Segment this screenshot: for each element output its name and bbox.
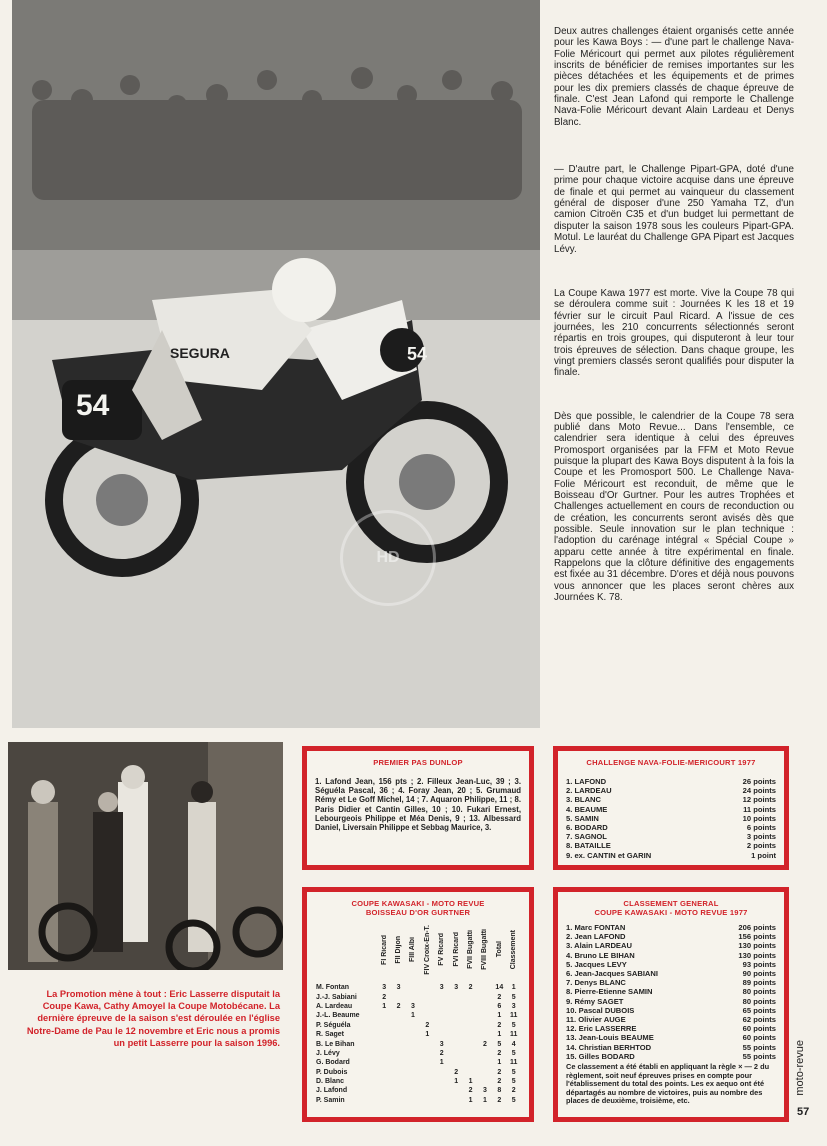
table-cell <box>478 983 492 992</box>
magazine-name <box>794 1040 814 1100</box>
boisseau-title-line1: COUPE KAWASAKI - MOTO REVUE <box>351 899 485 908</box>
table-cell <box>435 1002 449 1011</box>
column-header-label: FIII Albi <box>409 936 417 963</box>
table-cell <box>406 1068 420 1077</box>
table-cell <box>377 1049 391 1058</box>
column-header-label: FIV Croix-En-T. <box>423 924 431 975</box>
list-item <box>566 923 776 932</box>
table-cell <box>463 992 477 1001</box>
list-item <box>566 997 776 1006</box>
table-cell <box>478 1058 492 1067</box>
list-item <box>566 969 776 978</box>
points-value: 2 points <box>746 841 776 851</box>
column-header-label: FII Dijon <box>395 935 403 964</box>
table-cell: 2 <box>497 1068 502 1076</box>
table-cell: 3 <box>454 984 459 992</box>
table-cell <box>463 1058 477 1067</box>
points-value: 1 point <box>751 850 776 860</box>
table-cell: 5 <box>511 1078 516 1086</box>
table-cell: 14 <box>495 984 504 992</box>
table-row <box>315 992 521 1001</box>
table-cell <box>391 1096 405 1105</box>
table-cell: 5 <box>511 1049 516 1057</box>
competitor-name: 3. BLANC <box>566 795 602 805</box>
competitor-name: 8. Pierre-Etienne SAMIN <box>566 987 653 997</box>
table-cell <box>435 1021 449 1030</box>
list-item <box>566 851 776 860</box>
competitor-name: M. Fontan <box>316 984 350 992</box>
table-cell <box>391 1086 405 1095</box>
classement-list <box>566 923 776 1061</box>
table-cell <box>449 1096 463 1105</box>
table-cell <box>420 1077 434 1086</box>
list-item <box>566 978 776 987</box>
table-cell: 11 <box>510 1059 518 1067</box>
table-cell <box>406 1077 420 1086</box>
table-cell <box>449 1039 463 1048</box>
table-cell <box>391 1030 405 1039</box>
table-cell <box>449 1058 463 1067</box>
table-cell <box>449 1049 463 1058</box>
competitor-name: 9. Rémy SAGET <box>566 996 624 1006</box>
table-cell: 5 <box>511 993 516 1001</box>
table-cell <box>420 983 434 992</box>
table-cell: 2 <box>497 1078 502 1086</box>
table-cell: 2 <box>482 1040 487 1048</box>
table-cell: 1 <box>497 1031 502 1039</box>
table-cell <box>463 1011 477 1020</box>
column-header <box>406 919 420 983</box>
table-row <box>315 1077 521 1086</box>
list-item <box>566 786 776 795</box>
list-item <box>566 960 776 969</box>
column-header-label: FVII Bugatti <box>467 930 475 969</box>
table-cell <box>478 1077 492 1086</box>
list-item <box>566 951 776 960</box>
table-cell <box>391 1011 405 1020</box>
points-value: 6 points <box>746 823 776 833</box>
competitor-name: 4. Bruno LE BIHAN <box>566 950 635 960</box>
column-header <box>507 919 521 983</box>
table-cell: 2 <box>468 1087 473 1095</box>
table-cell <box>391 1068 405 1077</box>
points-value: 130 points <box>738 941 776 951</box>
table-cell: 2 <box>497 1049 502 1057</box>
table-cell: 11 <box>510 1012 518 1020</box>
table-cell <box>463 1002 477 1011</box>
competitor-name: 3. Alain LARDEAU <box>566 941 632 951</box>
competitor-name: 7. SAGNOL <box>566 832 607 842</box>
table-cell <box>435 1086 449 1095</box>
premier-pas-title: PREMIER PAS DUNLOP <box>373 758 463 767</box>
list-item <box>566 1043 776 1052</box>
column-header-label: FI Ricard <box>380 934 388 965</box>
magazine-name-text: moto-revue <box>794 1040 806 1096</box>
table-row <box>315 1096 521 1105</box>
competitor-name: 4. BEAUME <box>566 804 608 814</box>
table-cell <box>463 1049 477 1058</box>
list-item <box>566 1052 776 1061</box>
page-number: 57 <box>797 1106 810 1118</box>
points-value: 24 points <box>742 786 776 796</box>
points-value: 55 points <box>742 1051 776 1061</box>
column-header <box>463 919 477 983</box>
table-cell: 1 <box>454 1078 459 1086</box>
table-row <box>315 1002 521 1011</box>
competitor-name: G. Bodard <box>316 1059 350 1067</box>
list-item <box>566 841 776 850</box>
paragraph: La Coupe Kawa 1977 est morte. Vive la Coupe 78 qui se déroulera comme suit : Journées K les 18 et 19 février sur le circuit Paul Ricard. A l'issue de ces journées, les 210 concurrents sélectionnés seront répartis en trois groupes, qui disputeront à leur tour trois épreuves de sélection. Dans chaque groupe, les vingt premiers classés seront qualifiés pour disputer la finale. <box>554 287 794 379</box>
column-header <box>478 919 492 983</box>
table-cell <box>406 1086 420 1095</box>
table-cell <box>406 1021 420 1030</box>
table-cell <box>420 1039 434 1048</box>
table-cell <box>478 1049 492 1058</box>
points-value: 93 points <box>742 959 776 969</box>
table-cell: 6 <box>497 1002 502 1010</box>
column-header <box>449 919 463 983</box>
competitor-name: 5. SAMIN <box>566 813 599 823</box>
table-cell: 5 <box>497 1040 502 1048</box>
table-cell: 1 <box>482 1096 487 1104</box>
points-value: 80 points <box>742 996 776 1006</box>
table-cell <box>435 1096 449 1105</box>
table-cell <box>449 1002 463 1011</box>
table-cell: 2 <box>439 1049 444 1057</box>
competitor-name: 15. Gilles BODARD <box>566 1051 635 1061</box>
table-cell: 1 <box>439 1059 444 1067</box>
table-cell: 1 <box>468 1078 473 1086</box>
competitor-name: 10. Pascal DUBOIS <box>566 1005 635 1015</box>
table-cell <box>420 1068 434 1077</box>
competitor-name: P. Samin <box>316 1096 345 1104</box>
table-cell: 2 <box>454 1068 459 1076</box>
motorcycle-illustration <box>12 0 540 728</box>
table-cell <box>420 1086 434 1095</box>
competitor-name: 14. Christian BERHTOD <box>566 1042 652 1052</box>
table-cell <box>377 1086 391 1095</box>
competitor-name: P. Dubois <box>316 1068 348 1076</box>
boisseau-title <box>315 899 521 917</box>
points-value: 11 points <box>743 804 776 814</box>
list-item <box>566 932 776 941</box>
table-cell: 5 <box>511 1021 516 1029</box>
table-cell: 1 <box>497 1059 502 1067</box>
paragraph: — D'autre part, le Challenge Pipart-GPA, doté d'une prime pour chaque victoire acquise dans une épreuve de finale et qui permet au vainqueur du classement général de disposer d'une 250 Yamaha TZ, d'un camion Citroën C35 et d'un budget lui permettant de disputer la saison 1978 sous les couleurs Pipart-GPA. Motul. Le lauréat du Challenge GPA Pipart est Jacques Lévy. <box>554 164 794 255</box>
challenge-nava-title: CHALLENGE NAVA-FOLIE-MERICOURT 1977 <box>586 758 756 767</box>
list-item <box>566 1015 776 1024</box>
paragraph: Dès que possible, le calendrier de la Coupe 78 sera publié dans Moto Revue... Dans l'ensemble, ce calendrier sera identique à celui des épreuves Promosport organisées par la FFM et Moto Revue puisque la plupart des Kawa Boys disputent à la fois la Coupe et les Promosport 500. Le Challenge Nava-Folie Méricourt est reconduit, de même que le Boisseau d'Or Gurtner. Pour les autres Trophées et Challenges actuellement en cours de reconduction ou de création, les concurrents seront avisés dès que possible. Seule innovation sur le plan technique : l'adoption du carénage intégral « Spécial Coupe » apparu cette année à titre expérimental en finale. Rappelons que la clôture définitive des engagements est fixée au 31 décembre. D'ores et déjà nous pouvons vous annoncer que les places seront chères aux Journées K. 78. <box>554 410 794 604</box>
competitor-name: 2. LARDEAU <box>566 786 612 796</box>
classement-title <box>566 899 776 917</box>
competitor-name: 12. Eric LASSERRE <box>566 1024 637 1034</box>
competitor-name: R. Saget <box>316 1031 345 1039</box>
competitor-name: 6. BODARD <box>566 823 608 833</box>
competitor-name: J.-J. Sabiani <box>316 993 357 1001</box>
table-cell: 4 <box>511 1040 516 1048</box>
competitor-name: 8. BATAILLE <box>566 841 611 851</box>
competitor-name: P. Séguéla <box>316 1021 351 1029</box>
column-header-label: Classement <box>510 929 518 970</box>
points-value: 62 points <box>742 1015 776 1025</box>
table-cell <box>391 1021 405 1030</box>
table-cell <box>406 1058 420 1067</box>
table-cell: 1 <box>468 1096 473 1104</box>
table-cell <box>463 1068 477 1077</box>
table-cell <box>420 1049 434 1058</box>
column-header-label: FV Ricard <box>438 933 446 966</box>
table-cell <box>478 1030 492 1039</box>
column-header-label: FVI Ricard <box>452 932 460 967</box>
competitor-name: 1. LAFOND <box>566 777 607 786</box>
classement-title-line1: CLASSEMENT GENERAL <box>623 899 719 908</box>
table-cell: 3 <box>511 1002 516 1010</box>
wedding-illustration <box>8 742 283 970</box>
points-value: 156 points <box>738 932 776 942</box>
table-header-row <box>315 919 521 983</box>
table-cell <box>391 1039 405 1048</box>
table-cell: 3 <box>439 1040 444 1048</box>
points-value: 206 points <box>738 923 776 932</box>
table-cell: 1 <box>497 1012 502 1020</box>
table-cell: 8 <box>497 1087 502 1095</box>
competitor-name: J.-L. Beaume <box>316 1012 360 1020</box>
column-header <box>492 919 506 983</box>
table-cell <box>377 1096 391 1105</box>
table-cell <box>435 1077 449 1086</box>
premier-pas-box <box>302 746 534 870</box>
competitor-name: D. Blanc <box>316 1078 345 1086</box>
photo-caption: La Promotion mène à tout : Eric Lasserre disputait la Coupe Kawa, Cathy Amoyel la Coupe Motobécane. La dernière épreuve de la saison s'est déroulée en l'église Notre-Dame de Pau le 12 novembre et Eric nous a promis un petit Lasserre pour la saison 1996. <box>26 989 280 1048</box>
points-value: 60 points <box>742 1033 776 1043</box>
table-cell <box>391 1049 405 1058</box>
table-cell: 3 <box>482 1087 487 1095</box>
competitor-name: 1. Marc FONTAN <box>566 923 626 932</box>
boisseau-box <box>302 887 534 1122</box>
competitor-name: 9. ex. CANTIN et GARIN <box>566 850 652 860</box>
classement-note: Ce classement a été établi en appliquant la règle × — 2 du règlement, soit neuf épreuves prises en compte pour l'établissement du total des points. Les ex aequo ont été départagés au nombre de victoires, puis au nombre des places de deuxième, troisième, etc. <box>566 1062 770 1106</box>
table-cell <box>406 1096 420 1105</box>
main-race-photo <box>12 0 540 728</box>
table-cell <box>377 1021 391 1030</box>
table-cell <box>420 1011 434 1020</box>
table-cell: 1 <box>411 1012 415 1020</box>
competitor-name: B. Le Bihan <box>316 1040 355 1048</box>
table-cell <box>435 1030 449 1039</box>
competitor-name: 11. Olivier AUGE <box>566 1015 626 1025</box>
table-cell: 2 <box>497 993 502 1001</box>
table-cell <box>391 992 405 1001</box>
list-item <box>566 1024 776 1033</box>
table-cell: 5 <box>511 1068 516 1076</box>
points-value: 26 points <box>742 777 776 786</box>
table-cell <box>435 1011 449 1020</box>
table-cell <box>377 1039 391 1048</box>
table-cell: 2 <box>497 1021 502 1029</box>
competitor-name: J. Lafond <box>316 1087 348 1095</box>
table-cell <box>478 1068 492 1077</box>
boisseau-title-line2: BOISSEAU D'OR GURTNER <box>365 908 471 917</box>
column-header <box>391 919 405 983</box>
points-value: 3 points <box>746 832 776 842</box>
list-item <box>566 832 776 841</box>
table-cell <box>463 1039 477 1048</box>
table-cell: 2 <box>497 1096 502 1104</box>
table-cell: 3 <box>411 1002 415 1010</box>
list-item <box>566 795 776 804</box>
paragraph: Deux autres challenges étaient organisés cette année pour les Kawa Boys : — d'une part le challenge Nava-Folie Méricourt qui permet aux pilotes régulièrement inscrits de bénéficier de remises importantes sur les pièces détachées et les équipements et de primes pour les dix premiers classés de chaque épreuve de finale. C'est Jean Lafond qui remporte le Challenge Nava-Folie Méricourt devant Alain Lardeau et Denys Blanc. <box>554 26 794 128</box>
table-cell: 3 <box>382 984 387 992</box>
list-item <box>566 1033 776 1042</box>
table-cell <box>406 992 420 1001</box>
points-value: 90 points <box>742 969 776 979</box>
table-row <box>315 1049 521 1058</box>
list-item <box>566 1006 776 1015</box>
column-header <box>420 919 434 983</box>
table-cell <box>435 992 449 1001</box>
list-item <box>566 814 776 823</box>
bike-number: 54 <box>76 389 110 422</box>
table-cell: 2 <box>511 1087 516 1095</box>
table-cell <box>435 1068 449 1077</box>
sponsor-label: SEGURA <box>170 345 230 361</box>
table-row <box>315 1030 521 1039</box>
list-item <box>566 777 776 786</box>
challenge-nava-list <box>566 777 776 860</box>
table-row <box>315 1011 521 1020</box>
classement-title-line2: COUPE KAWASAKI - MOTO REVUE 1977 <box>594 908 748 917</box>
points-value: 89 points <box>742 978 776 988</box>
table-cell <box>449 992 463 1001</box>
table-cell <box>463 1030 477 1039</box>
table-cell <box>478 1011 492 1020</box>
table-row <box>315 1039 521 1048</box>
competitor-name: 5. Jacques LEVY <box>566 959 627 969</box>
table-cell <box>463 1021 477 1030</box>
table-cell: 2 <box>468 984 473 992</box>
column-header <box>377 919 391 983</box>
wedding-photo <box>8 742 283 970</box>
table-cell <box>420 1058 434 1067</box>
table-cell <box>377 1068 391 1077</box>
table-cell <box>420 1002 434 1011</box>
table-cell <box>391 1077 405 1086</box>
table-cell <box>406 1049 420 1058</box>
fairing-number: 54 <box>407 344 428 364</box>
table-cell <box>377 1011 391 1020</box>
table-cell <box>478 1021 492 1030</box>
boisseau-table <box>315 919 521 1105</box>
classement-box <box>553 887 789 1122</box>
points-value: 80 points <box>742 987 776 997</box>
points-value: 130 points <box>738 950 776 960</box>
table-cell <box>406 1030 420 1039</box>
table-cell: 11 <box>510 1031 518 1039</box>
column-header <box>435 919 449 983</box>
table-cell <box>449 1021 463 1030</box>
table-cell: 1 <box>382 1002 387 1010</box>
table-cell <box>449 1030 463 1039</box>
table-cell: 3 <box>396 984 401 992</box>
table-row <box>315 983 521 992</box>
table-cell <box>420 992 434 1001</box>
competitor-name: 6. Jean-Jacques SABIANI <box>566 969 659 979</box>
table-cell: 5 <box>511 1096 516 1104</box>
table-row <box>315 1021 521 1030</box>
points-value: 60 points <box>742 1024 776 1034</box>
list-item <box>566 805 776 814</box>
points-value: 65 points <box>742 1005 776 1015</box>
competitor-name: 2. Jean LAFOND <box>566 932 626 942</box>
list-item <box>566 941 776 950</box>
competitor-name: A. Lardeau <box>316 1002 353 1010</box>
column-header-label: FVIII Bugatti <box>481 929 489 970</box>
table-cell: 1 <box>511 984 516 992</box>
competitor-name: 13. Jean-Louis BEAUME <box>566 1033 654 1043</box>
table-cell <box>391 1058 405 1067</box>
table-row <box>315 1058 521 1067</box>
table-cell <box>377 1077 391 1086</box>
table-row <box>315 1086 521 1095</box>
table-cell <box>449 1086 463 1095</box>
table-cell: 2 <box>382 993 387 1001</box>
watermark-logo: HD <box>340 510 436 606</box>
table-cell <box>478 992 492 1001</box>
table-cell <box>478 1002 492 1011</box>
list-item <box>566 987 776 996</box>
premier-pas-text: 1. Lafond Jean, 156 pts ; 2. Filleux Jean-Luc, 39 ; 3. Séguéla Pascal, 36 ; 4. Foray Jean, 20 ; 5. Grumaud Rémy et Le Goff Michel, 14 ; 7. Aquaron Philippe, 11 ; 8. Paris Didier et Cantin Gilles, 10 ; 10. Fukari Ernest, Lebourgeois Philippe et Méa Denis, 9 ; 13. Albessard Daniel, Liversain Philippe et Sebbag Maurice, 3. <box>315 777 521 833</box>
table-cell <box>406 1039 420 1048</box>
challenge-nava-box <box>553 746 789 870</box>
points-value: 55 points <box>742 1042 776 1052</box>
article-text <box>554 26 794 603</box>
table-cell <box>377 1058 391 1067</box>
points-value: 12 points <box>742 795 776 805</box>
table-cell <box>420 1096 434 1105</box>
table-cell: 2 <box>425 1021 430 1029</box>
list-item <box>566 823 776 832</box>
table-cell: 1 <box>425 1031 430 1039</box>
competitor-name: J. Lévy <box>316 1049 340 1057</box>
table-cell <box>449 1011 463 1020</box>
table-row <box>315 1068 521 1077</box>
points-value: 10 points <box>742 813 776 823</box>
column-header-label: Total <box>495 941 503 958</box>
table-cell <box>406 983 420 992</box>
table-cell: 2 <box>396 1002 401 1010</box>
table-cell: 3 <box>439 984 444 992</box>
competitor-name: 7. Denys BLANC <box>566 978 626 988</box>
table-cell <box>377 1030 391 1039</box>
